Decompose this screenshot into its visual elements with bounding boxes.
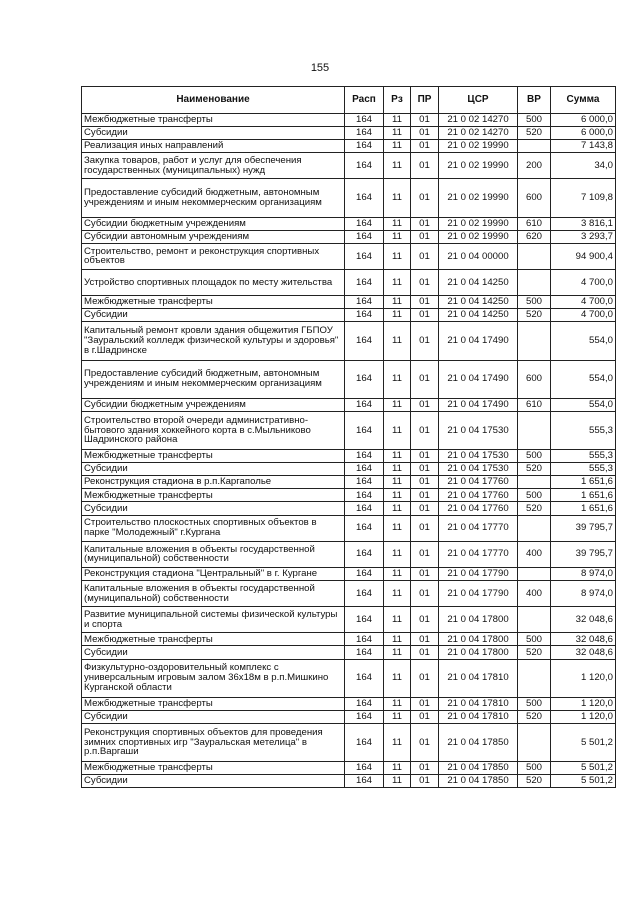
cell-sum: 555,3 [551, 463, 616, 476]
cell-sum: 5 501,2 [551, 775, 616, 788]
cell-csr: 21 0 04 14250 [439, 309, 518, 322]
page-number: 155 [310, 62, 330, 74]
cell-csr: 21 0 04 17490 [439, 398, 518, 411]
table-row [82, 230, 616, 243]
cell-rz: 11 [384, 217, 411, 230]
table-row [82, 450, 616, 463]
cell-vr: 600 [518, 179, 551, 217]
cell-csr: 21 0 04 17800 [439, 633, 518, 646]
table-row [82, 515, 616, 541]
cell-rasp: 164 [345, 296, 384, 309]
cell-csr: 21 0 04 17800 [439, 646, 518, 659]
cell-pr: 01 [411, 398, 439, 411]
cell-rasp: 164 [345, 541, 384, 567]
cell-sum: 5 501,2 [551, 762, 616, 775]
cell-rasp: 164 [345, 646, 384, 659]
cell-rz: 11 [384, 243, 411, 269]
cell-csr: 21 0 04 14250 [439, 270, 518, 296]
cell-pr: 01 [411, 697, 439, 710]
cell-vr [518, 243, 551, 269]
cell-name: Субсидии [82, 127, 345, 140]
cell-pr: 01 [411, 450, 439, 463]
cell-name: Субсидии бюджетным учреждениям [82, 398, 345, 411]
cell-rasp: 164 [345, 179, 384, 217]
cell-sum: 3 816,1 [551, 217, 616, 230]
cell-rasp: 164 [345, 243, 384, 269]
cell-csr: 21 0 04 17810 [439, 697, 518, 710]
cell-sum: 32 048,6 [551, 607, 616, 633]
cell-vr [518, 567, 551, 580]
cell-csr: 21 0 04 17850 [439, 723, 518, 761]
cell-sum: 1 651,6 [551, 476, 616, 489]
cell-csr: 21 0 04 17810 [439, 659, 518, 697]
cell-rasp: 164 [345, 411, 384, 449]
cell-sum: 34,0 [551, 153, 616, 179]
cell-name: Субсидии бюджетным учреждениям [82, 217, 345, 230]
table-row [82, 607, 616, 633]
cell-vr: 500 [518, 633, 551, 646]
cell-vr [518, 411, 551, 449]
cell-rz: 11 [384, 153, 411, 179]
cell-vr: 520 [518, 646, 551, 659]
cell-csr: 21 0 04 17770 [439, 541, 518, 567]
cell-name: Развитие муниципальной системы физической культуры и спорта [82, 607, 345, 633]
cell-rz: 11 [384, 723, 411, 761]
cell-csr: 21 0 04 17770 [439, 515, 518, 541]
column-header-csr: ЦСР [439, 87, 518, 114]
cell-rz: 11 [384, 659, 411, 697]
cell-pr: 01 [411, 114, 439, 127]
cell-pr: 01 [411, 646, 439, 659]
cell-pr: 01 [411, 762, 439, 775]
cell-vr: 500 [518, 697, 551, 710]
cell-vr: 600 [518, 360, 551, 398]
column-header-vr: ВР [518, 87, 551, 114]
cell-vr: 500 [518, 489, 551, 502]
column-header-pr: ПР [411, 87, 439, 114]
column-header-rz: Рз [384, 87, 411, 114]
cell-pr: 01 [411, 322, 439, 360]
cell-rasp: 164 [345, 567, 384, 580]
cell-name: Капитальные вложения в объекты государственной (муниципальной) собственности [82, 541, 345, 567]
cell-pr: 01 [411, 270, 439, 296]
cell-rasp: 164 [345, 217, 384, 230]
cell-name: Реконструкция стадиона в р.п.Каргаполье [82, 476, 345, 489]
cell-pr: 01 [411, 489, 439, 502]
cell-rz: 11 [384, 515, 411, 541]
cell-name: Субсидии [82, 502, 345, 515]
cell-csr: 21 0 04 17850 [439, 762, 518, 775]
cell-csr: 21 0 04 14250 [439, 296, 518, 309]
cell-csr: 21 0 04 17530 [439, 450, 518, 463]
table-row [82, 360, 616, 398]
cell-rasp: 164 [345, 515, 384, 541]
cell-rasp: 164 [345, 398, 384, 411]
cell-csr: 21 0 02 19990 [439, 230, 518, 243]
cell-csr: 21 0 04 17760 [439, 476, 518, 489]
cell-pr: 01 [411, 127, 439, 140]
table-row [82, 723, 616, 761]
cell-rasp: 164 [345, 270, 384, 296]
cell-name: Субсидии [82, 309, 345, 322]
cell-name: Субсидии [82, 710, 345, 723]
cell-rasp: 164 [345, 697, 384, 710]
table-row [82, 541, 616, 567]
cell-vr: 610 [518, 217, 551, 230]
table-row [82, 296, 616, 309]
table-row [82, 179, 616, 217]
cell-csr: 21 0 02 14270 [439, 127, 518, 140]
cell-rasp: 164 [345, 710, 384, 723]
cell-rasp: 164 [345, 633, 384, 646]
cell-name: Строительство плоскостных спортивных объектов в парке "Молодежный" г.Кургана [82, 515, 345, 541]
cell-rz: 11 [384, 633, 411, 646]
cell-rz: 11 [384, 697, 411, 710]
column-header-rasp: Расп [345, 87, 384, 114]
table-row [82, 659, 616, 697]
cell-rasp: 164 [345, 230, 384, 243]
cell-rz: 11 [384, 762, 411, 775]
cell-pr: 01 [411, 153, 439, 179]
cell-name: Межбюджетные трансферты [82, 489, 345, 502]
cell-vr: 520 [518, 127, 551, 140]
cell-sum: 4 700,0 [551, 296, 616, 309]
table-row [82, 710, 616, 723]
cell-csr: 21 0 04 17490 [439, 322, 518, 360]
cell-vr: 200 [518, 153, 551, 179]
cell-pr: 01 [411, 296, 439, 309]
cell-rasp: 164 [345, 723, 384, 761]
cell-rz: 11 [384, 450, 411, 463]
cell-rasp: 164 [345, 659, 384, 697]
cell-vr: 610 [518, 398, 551, 411]
cell-csr: 21 0 04 17760 [439, 502, 518, 515]
cell-rasp: 164 [345, 502, 384, 515]
cell-sum: 32 048,6 [551, 633, 616, 646]
cell-name: Строительство второй очереди административно-бытового здания хоккейного корта в с.Мыльниково Шадринского района [82, 411, 345, 449]
cell-vr: 400 [518, 541, 551, 567]
cell-name: Устройство спортивных площадок по месту жительства [82, 270, 345, 296]
cell-sum: 555,3 [551, 411, 616, 449]
cell-rz: 11 [384, 489, 411, 502]
cell-pr: 01 [411, 567, 439, 580]
table-row [82, 243, 616, 269]
cell-rz: 11 [384, 502, 411, 515]
cell-pr: 01 [411, 360, 439, 398]
column-header-sum: Сумма [551, 87, 616, 114]
cell-name: Реконструкция спортивных объектов для проведения зимних спортивных игр "Зауральская метелица" в р.п.Варгаши [82, 723, 345, 761]
cell-rasp: 164 [345, 775, 384, 788]
cell-pr: 01 [411, 723, 439, 761]
table-row [82, 489, 616, 502]
cell-rasp: 164 [345, 360, 384, 398]
cell-vr [518, 515, 551, 541]
cell-rz: 11 [384, 710, 411, 723]
cell-vr [518, 476, 551, 489]
cell-vr [518, 322, 551, 360]
cell-csr: 21 0 04 17850 [439, 775, 518, 788]
cell-sum: 7 109,8 [551, 179, 616, 217]
cell-name: Закупка товаров, работ и услуг для обеспечения государственных (муниципальных) нужд [82, 153, 345, 179]
cell-sum: 1 120,0 [551, 710, 616, 723]
cell-sum: 3 293,7 [551, 230, 616, 243]
cell-vr: 520 [518, 309, 551, 322]
column-header-name: Наименование [82, 87, 345, 114]
cell-csr: 21 0 04 17800 [439, 607, 518, 633]
cell-vr [518, 723, 551, 761]
cell-pr: 01 [411, 502, 439, 515]
cell-name: Субсидии автономным учреждениям [82, 230, 345, 243]
cell-csr: 21 0 04 17790 [439, 581, 518, 607]
cell-rasp: 164 [345, 607, 384, 633]
cell-pr: 01 [411, 309, 439, 322]
cell-csr: 21 0 02 19990 [439, 179, 518, 217]
cell-sum: 554,0 [551, 360, 616, 398]
cell-vr: 520 [518, 463, 551, 476]
cell-sum: 5 501,2 [551, 723, 616, 761]
cell-vr: 400 [518, 581, 551, 607]
table-row [82, 322, 616, 360]
cell-csr: 21 0 02 14270 [439, 114, 518, 127]
cell-pr: 01 [411, 243, 439, 269]
cell-vr: 500 [518, 296, 551, 309]
cell-rasp: 164 [345, 309, 384, 322]
table-row [82, 697, 616, 710]
table-row [82, 398, 616, 411]
cell-csr: 21 0 04 00000 [439, 243, 518, 269]
cell-rasp: 164 [345, 476, 384, 489]
cell-rasp: 164 [345, 762, 384, 775]
cell-sum: 554,0 [551, 398, 616, 411]
cell-rz: 11 [384, 567, 411, 580]
cell-rz: 11 [384, 230, 411, 243]
cell-name: Субсидии [82, 463, 345, 476]
cell-csr: 21 0 04 17530 [439, 411, 518, 449]
cell-pr: 01 [411, 217, 439, 230]
cell-pr: 01 [411, 607, 439, 633]
cell-rz: 11 [384, 296, 411, 309]
cell-vr: 500 [518, 114, 551, 127]
cell-sum: 1 120,0 [551, 659, 616, 697]
cell-rz: 11 [384, 309, 411, 322]
cell-vr: 520 [518, 502, 551, 515]
cell-pr: 01 [411, 230, 439, 243]
cell-csr: 21 0 02 19990 [439, 140, 518, 153]
cell-rz: 11 [384, 411, 411, 449]
table-row [82, 762, 616, 775]
cell-pr: 01 [411, 463, 439, 476]
cell-name: Реализация иных направлений [82, 140, 345, 153]
cell-rasp: 164 [345, 489, 384, 502]
cell-csr: 21 0 02 19990 [439, 217, 518, 230]
cell-rasp: 164 [345, 140, 384, 153]
cell-rz: 11 [384, 322, 411, 360]
cell-sum: 1 120,0 [551, 697, 616, 710]
cell-csr: 21 0 04 17810 [439, 710, 518, 723]
cell-name: Межбюджетные трансферты [82, 633, 345, 646]
table-row [82, 581, 616, 607]
table-row [82, 463, 616, 476]
table-header-row [82, 87, 616, 114]
cell-sum: 8 974,0 [551, 581, 616, 607]
cell-name: Межбюджетные трансферты [82, 762, 345, 775]
cell-pr: 01 [411, 659, 439, 697]
table-row [82, 646, 616, 659]
table-row [82, 502, 616, 515]
cell-sum: 8 974,0 [551, 567, 616, 580]
cell-pr: 01 [411, 775, 439, 788]
cell-name: Межбюджетные трансферты [82, 697, 345, 710]
cell-vr: 620 [518, 230, 551, 243]
cell-sum: 1 651,6 [551, 502, 616, 515]
cell-name: Капитальный ремонт кровли здания общежития ГБПОУ "Зауральский колледж физической культуры и здоровья" в г.Шадринске [82, 322, 345, 360]
cell-sum: 39 795,7 [551, 515, 616, 541]
cell-sum: 4 700,0 [551, 270, 616, 296]
cell-vr [518, 607, 551, 633]
cell-vr: 520 [518, 775, 551, 788]
cell-pr: 01 [411, 515, 439, 541]
cell-rz: 11 [384, 398, 411, 411]
cell-pr: 01 [411, 179, 439, 217]
cell-vr: 500 [518, 762, 551, 775]
table-row [82, 567, 616, 580]
table-row [82, 270, 616, 296]
cell-rasp: 164 [345, 114, 384, 127]
table-row [82, 476, 616, 489]
cell-rz: 11 [384, 607, 411, 633]
cell-sum: 554,0 [551, 322, 616, 360]
cell-csr: 21 0 02 19990 [439, 153, 518, 179]
cell-rasp: 164 [345, 450, 384, 463]
cell-pr: 01 [411, 476, 439, 489]
cell-name: Межбюджетные трансферты [82, 114, 345, 127]
cell-csr: 21 0 04 17530 [439, 463, 518, 476]
cell-rz: 11 [384, 476, 411, 489]
table-body [82, 114, 616, 788]
cell-rz: 11 [384, 581, 411, 607]
cell-name: Межбюджетные трансферты [82, 450, 345, 463]
table-row [82, 217, 616, 230]
cell-rz: 11 [384, 646, 411, 659]
cell-vr [518, 270, 551, 296]
cell-name: Физкультурно-оздоровительный комплекс с универсальным игровым залом 36х18м в р.п.Мишкино Курганской области [82, 659, 345, 697]
cell-vr [518, 140, 551, 153]
cell-name: Субсидии [82, 646, 345, 659]
cell-rz: 11 [384, 775, 411, 788]
cell-sum: 39 795,7 [551, 541, 616, 567]
cell-pr: 01 [411, 140, 439, 153]
cell-name: Предоставление субсидий бюджетным, автономным учреждениям и иным некоммерческим организациям [82, 360, 345, 398]
cell-sum: 6 000,0 [551, 127, 616, 140]
cell-rz: 11 [384, 127, 411, 140]
cell-rz: 11 [384, 270, 411, 296]
cell-name: Реконструкция стадиона "Центральный" в г. Кургане [82, 567, 345, 580]
cell-rz: 11 [384, 179, 411, 217]
cell-pr: 01 [411, 541, 439, 567]
cell-rz: 11 [384, 360, 411, 398]
cell-pr: 01 [411, 633, 439, 646]
cell-rasp: 164 [345, 581, 384, 607]
table-row [82, 633, 616, 646]
cell-vr: 500 [518, 450, 551, 463]
cell-name: Межбюджетные трансферты [82, 296, 345, 309]
table-row [82, 114, 616, 127]
cell-rasp: 164 [345, 127, 384, 140]
cell-csr: 21 0 04 17760 [439, 489, 518, 502]
cell-pr: 01 [411, 581, 439, 607]
cell-sum: 32 048,6 [551, 646, 616, 659]
cell-vr: 520 [518, 710, 551, 723]
budget-table [81, 86, 616, 788]
table-row [82, 411, 616, 449]
cell-name: Строительство, ремонт и реконструкция спортивных объектов [82, 243, 345, 269]
table-row [82, 309, 616, 322]
cell-rz: 11 [384, 463, 411, 476]
cell-sum: 7 143,8 [551, 140, 616, 153]
cell-name: Субсидии [82, 775, 345, 788]
cell-rasp: 164 [345, 153, 384, 179]
cell-rz: 11 [384, 114, 411, 127]
table-row [82, 153, 616, 179]
table-row [82, 127, 616, 140]
cell-csr: 21 0 04 17790 [439, 567, 518, 580]
table-row [82, 140, 616, 153]
cell-csr: 21 0 04 17490 [439, 360, 518, 398]
cell-rasp: 164 [345, 463, 384, 476]
cell-pr: 01 [411, 710, 439, 723]
cell-pr: 01 [411, 411, 439, 449]
cell-rasp: 164 [345, 322, 384, 360]
cell-sum: 4 700,0 [551, 309, 616, 322]
table-row [82, 775, 616, 788]
cell-name: Предоставление субсидий бюджетным, автономным учреждениям и иным некоммерческим организациям [82, 179, 345, 217]
cell-sum: 94 900,4 [551, 243, 616, 269]
cell-sum: 1 651,6 [551, 489, 616, 502]
cell-sum: 6 000,0 [551, 114, 616, 127]
cell-sum: 555,3 [551, 450, 616, 463]
cell-vr [518, 659, 551, 697]
cell-rz: 11 [384, 541, 411, 567]
cell-name: Капитальные вложения в объекты государственной (муниципальной) собственности [82, 581, 345, 607]
cell-rz: 11 [384, 140, 411, 153]
